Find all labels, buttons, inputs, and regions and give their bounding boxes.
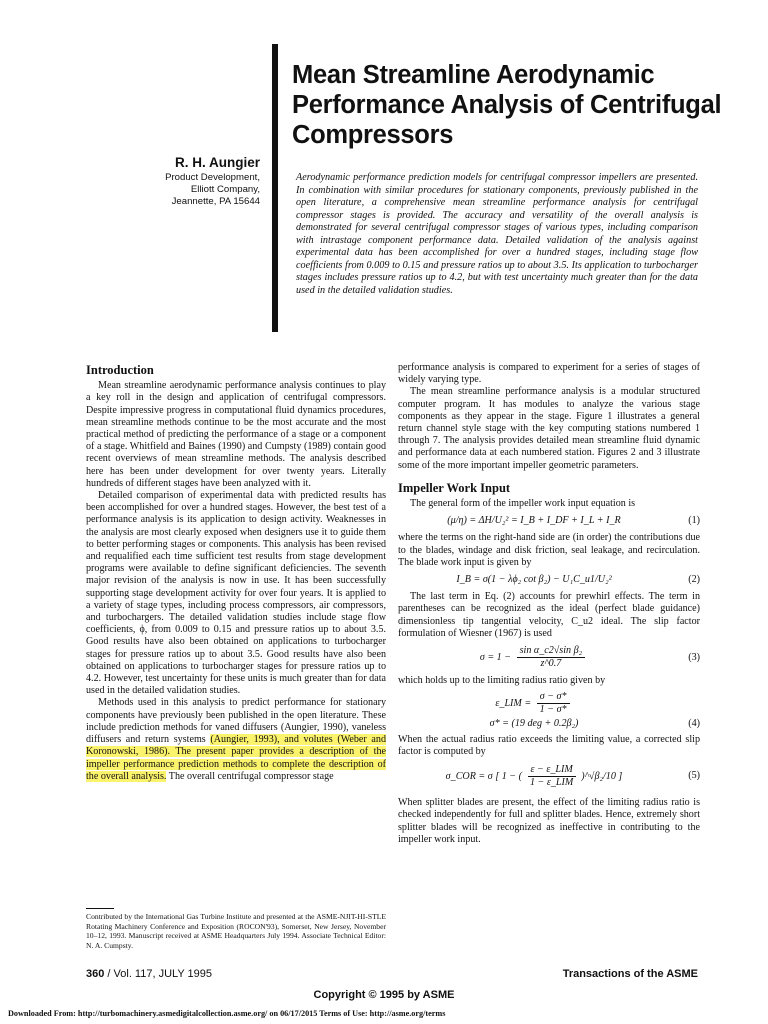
equation-5 bbox=[398, 764, 700, 789]
equation-4a-fraction bbox=[537, 691, 570, 716]
equation-2 bbox=[398, 574, 700, 586]
equation-3 bbox=[398, 645, 700, 670]
equation-1 bbox=[398, 515, 700, 527]
equation-5-lhs: σ_COR = σ [ 1 − ( bbox=[445, 770, 522, 782]
right-paragraph-3: The general form of the impeller work input equation is bbox=[410, 498, 636, 510]
equation-3-lhs: σ = 1 − bbox=[479, 652, 512, 664]
intro-paragraph-2: Detailed comparison of experimental data with predicted results has been accomplished for over a hundred stages. However, the best test of a performance analysis is its application to design activity. Weaknesses in the analysis are most clearly exposed when designers use it to guide them to better performing stages or components. This analysis has been revised and requalified each time sufficient test results from stage development programs were available to define significant deficiencies. The seventh major revision of the analysis is now in use. It has been successfully supporting stage development activity for over four years. It is applied to a variety of stage types, including process compressors, air compressors, and turbochargers. The detailed validation studies include stage flow coefficients, ϕ, from 0.009 to 0.15 and pressure ratios up to about 3.5. Good results have also been obtained on applications to turbocharger stages for pressure ratios up to about 3.5. Good results have also been obtained on applications to turbocharger stages for pressure ratios up to 4.2. However, test uncertainty for these units is much greater than for data used in the detailed validation studies. bbox=[86, 490, 386, 697]
intro-paragraph-3 bbox=[86, 697, 386, 782]
intro-p3-end: The overall centrifugal compressor stage bbox=[166, 770, 334, 782]
affiliation-line-3: Jeannette, PA 15644 bbox=[171, 196, 260, 207]
equation-2-body: I_B = σ(1 − λϕ₂ cot β₂) − U₁C_u1/U₂² bbox=[456, 574, 612, 586]
right-paragraph-4: where the terms on the right-hand side are (in order) the contributions due to the blades, windage and disk friction, seal leakage, and recirculation. The blade work input is given by bbox=[398, 532, 700, 568]
copyright-notice: Copyright © 1995 by ASME bbox=[313, 989, 455, 1001]
highlighted-text: (Aungier, 1993), and volutes (Weber and Koronowski, 1986). The present paper provides a description of the impeller performance prediction methods to complete the description of the overall analysis. bbox=[86, 734, 386, 782]
equation-3-fraction bbox=[517, 645, 586, 670]
equation-4a bbox=[398, 691, 700, 716]
left-column bbox=[86, 364, 386, 783]
equation-4a-lhs: ε_LIM = bbox=[495, 697, 532, 709]
equation-5-fraction bbox=[528, 764, 576, 789]
equation-4a-denominator: 1 − σ* bbox=[539, 703, 567, 715]
author-affiliation bbox=[110, 172, 260, 208]
introduction-heading: Introduction bbox=[86, 363, 154, 377]
right-paragraph-1: performance analysis is compared to experiment for a series of stages of widely varying type. bbox=[398, 362, 700, 386]
equation-4b-body: σ* = (19 deg + 0.2β₂) bbox=[489, 718, 579, 730]
abstract: Aerodynamic performance prediction models for centrifugal compressor impellers are presented. In combination with similar procedures for stationary components, previously published in the open literature, a comprehensive mean streamline performance analysis for centrifugal compressor stages is provided. The accuracy and versatility of the overall analysis is demonstrated for several centrifugal compressor stages of various types, including comparison with intrastage component performance data. Detailed validation of the analysis against experimental data has been accomplished for over a hundred stages, including stage flow coefficients from 0.009 to 0.15 and pressure ratios up to about 3.5. Its application to turbocharger stages includes pressure ratios up to 4.2, but with test uncertainty much greater than for the data used in the detailed validation studies. bbox=[296, 172, 698, 296]
equation-2-number: (2) bbox=[688, 574, 700, 586]
footnote-rule bbox=[86, 908, 114, 909]
equation-1-number: (1) bbox=[688, 515, 700, 527]
volume-info: / Vol. 117, JULY 1995 bbox=[104, 968, 212, 980]
equation-4a-numerator: σ − σ* bbox=[537, 691, 570, 704]
intro-paragraph-1: Mean streamline aerodynamic performance analysis continues to play a key roll in the design and application of centrifugal compressors. Despite impressive progress in computational fluid dynamics procedures, mean streamline methods continue to be the most accurate and the most practical method of predicting the performance of a stage or a component of a stage. Whitfield and Baines (1990) and Cumpsty (1989) contain good recent overviews of mean streamline methods. The analysis described here has been under development for over twenty years. Literally hundreds of different stages have been analyzed with it. bbox=[86, 380, 386, 489]
equation-5-rhs: )^√β₂/10 ] bbox=[581, 770, 623, 782]
equation-3-number: (3) bbox=[688, 651, 700, 663]
equation-5-denominator: 1 − ε_LIM bbox=[529, 776, 574, 788]
equation-4-number: (4) bbox=[688, 718, 700, 730]
intro-p3-start: Methods used in this analysis to predict performance for stationary components have previously been published in the open literature. These include prediction methods for vaned diffusers (Aungier, 1990), vaneless diffusers and return systems bbox=[86, 697, 386, 746]
equation-4b bbox=[398, 718, 700, 730]
paper-title: Mean Streamline Aerodynamic Performance Analysis of Centrifugal Compressors bbox=[292, 61, 722, 149]
equation-3-numerator: sin α_c2√sin β₂ bbox=[517, 645, 586, 658]
page-number: 360 bbox=[86, 968, 105, 980]
right-paragraph-2: The mean streamline performance analysis is a modular structured computer program. It has modules to analyze the various stage components as they appear in the stage. Figure 1 illustrates a general return channel style stage with the key computing stations numbered 1 through 7. The analysis provides detailed mean streamline fluid dynamic and performance data at each numbered station. Figures 2 and 3 illustrate some of the more important impeller geometric parameters. bbox=[398, 386, 700, 471]
download-notice: Downloaded From: http://turbomachinery.asmedigitalcollection.asme.org/ on 06/17/2015 Terms of Use: http://asme.org/terms bbox=[8, 1009, 446, 1018]
page-footer-left bbox=[86, 968, 212, 980]
affiliation-line-2: Elliott Company, bbox=[190, 184, 260, 195]
affiliation-line-1: Product Development, bbox=[165, 172, 260, 183]
right-column bbox=[398, 362, 700, 846]
right-paragraph-7: When the actual radius ratio exceeds the limiting value, a corrected slip factor is computed by bbox=[398, 734, 700, 758]
equation-1-body: (μ/η) = ΔH/U₂² = I_B + I_DF + I_L + I_R bbox=[447, 515, 621, 527]
right-paragraph-6: which holds up to the limiting radius ratio given by bbox=[398, 675, 606, 687]
right-paragraph-8: When splitter blades are present, the effect of the limiting radius ratio is checked independently for full and splitter blades. Hence, extremely short splitter blades will be recognized as ineffective in contributing to the impeller work input. bbox=[398, 797, 700, 845]
author-block bbox=[110, 155, 260, 208]
author-name: R. H. Aungier bbox=[174, 155, 260, 170]
equation-3-denominator: z^0.7 bbox=[540, 658, 562, 670]
impeller-work-heading: Impeller Work Input bbox=[398, 480, 511, 495]
title-rule bbox=[272, 44, 278, 332]
footnote: Contributed by the International Gas Turbine Institute and presented at the ASME-NJIT-HI-STLE Rotating Machinery Conference and Exposition (ROCON'93), Somerset, New Jersey, November 10–12, 1993. Manuscript received at ASME Headquarters July 1994. Associate Technical Editor: N. A. Cumpsty. bbox=[86, 912, 386, 950]
equation-5-number: (5) bbox=[688, 770, 700, 782]
equation-5-numerator: ε − ε_LIM bbox=[528, 764, 576, 777]
journal-name: Transactions of the ASME bbox=[562, 968, 698, 980]
right-paragraph-5: The last term in Eq. (2) accounts for prewhirl effects. The term in parentheses can be recognized as the ideal (perfect blade guidance) dimensionless tip tangential velocity, C_u2 ideal. The slip factor formulation of Wiesner (1967) is used bbox=[398, 591, 700, 639]
